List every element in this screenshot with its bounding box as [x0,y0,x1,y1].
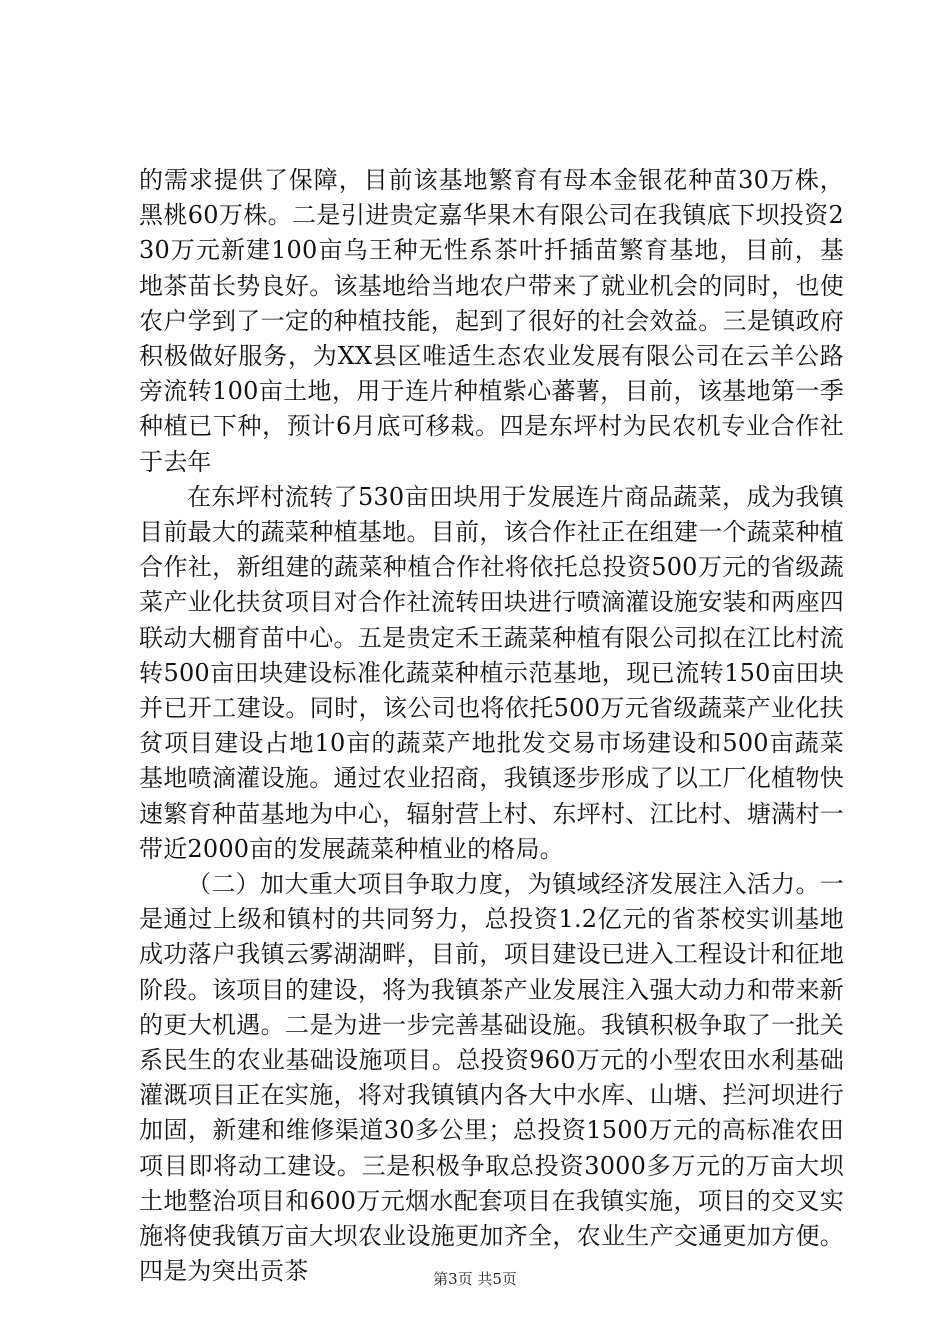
document-body [139,163,844,1290]
page-footer: 第3页 共5页 [433,1270,517,1288]
paragraph-2: 在东坪村流转了530亩田块用于发展连片商品蔬菜，成为我镇目前最大的蔬菜种植基地。目前，该合作社正在组建一个蔬菜种植合作社，新组建的蔬菜种植合作社将依托总投资500万元的省级蔬菜产业化扶贫项目对合作社流转田块进行喷滴灌设施安装和两座四联动大棚育苗中心。五是贵定禾王蔬菜种植有限公司拟在江比村流转500亩田块建设标准化蔬菜种植示范基地，现已流转150亩田块并已开工建设。同时，该公司也将依托500万元省级蔬菜产业化扶贫项目建设占地10亩的蔬菜产地批发交易市场建设和500亩蔬菜基地喷滴灌设施。通过农业招商，我镇逐步形成了以工厂化植物快速繁育种苗基地为中心，辐射营上村、东坪村、江比村、塘满村一带近2000亩的发展蔬菜种植业的格局。 [139,482,844,863]
paragraph-3: （二）加大重大项目争取力度，为镇域经济发展注入活力。一是通过上级和镇村的共同努力，总投资1.2亿元的省茶校实训基地成功落户我镇云雾湖湖畔，目前，项目建设已进入工程设计和征地阶段。该项目的建设，将为我镇茶产业发展注入强大动力和带来新的更大机遇。二是为进一步完善基础设施。我镇积极争取了一批关系民生的农业基础设施项目。总投资960万元的小型农田水利基础灌溉项目正在实施，将对我镇镇内各大中水库、山塘、拦河坝进行加固，新建和维修渠道30多公里；总投资1500万元的高标准农田项目即将动工建设。三是积极争取总投资3000多万元的万亩大坝土地整治项目和600万元烟水配套项目在我镇实施，项目的交叉实施将使我镇万亩大坝农业设施更加齐全，农业生产交通更加方便。四是为突出贡茶 [139,870,844,1286]
paragraph-1: 的需求提供了保障，目前该基地繁育有母本金银花种苗30万株，黑桃60万株。二是引进贵定嘉华果木有限公司在我镇底下坝投资230万元新建100亩乌王种无性系茶叶扦插苗繁育基地，目前，基地茶苗长势良好。该基地给当地农户带来了就业机会的同时，也使农户学到了一定的种植技能，起到了很好的社会效益。三是镇政府积极做好服务，为XX县区唯适生态农业发展有限公司在云羊公路旁流转100亩土地，用于连片种植紫心蕃薯，目前，该基地第一季种植已下种，预计6月底可移栽。四是东坪村为民农机专业合作社于去年 [139,166,844,476]
